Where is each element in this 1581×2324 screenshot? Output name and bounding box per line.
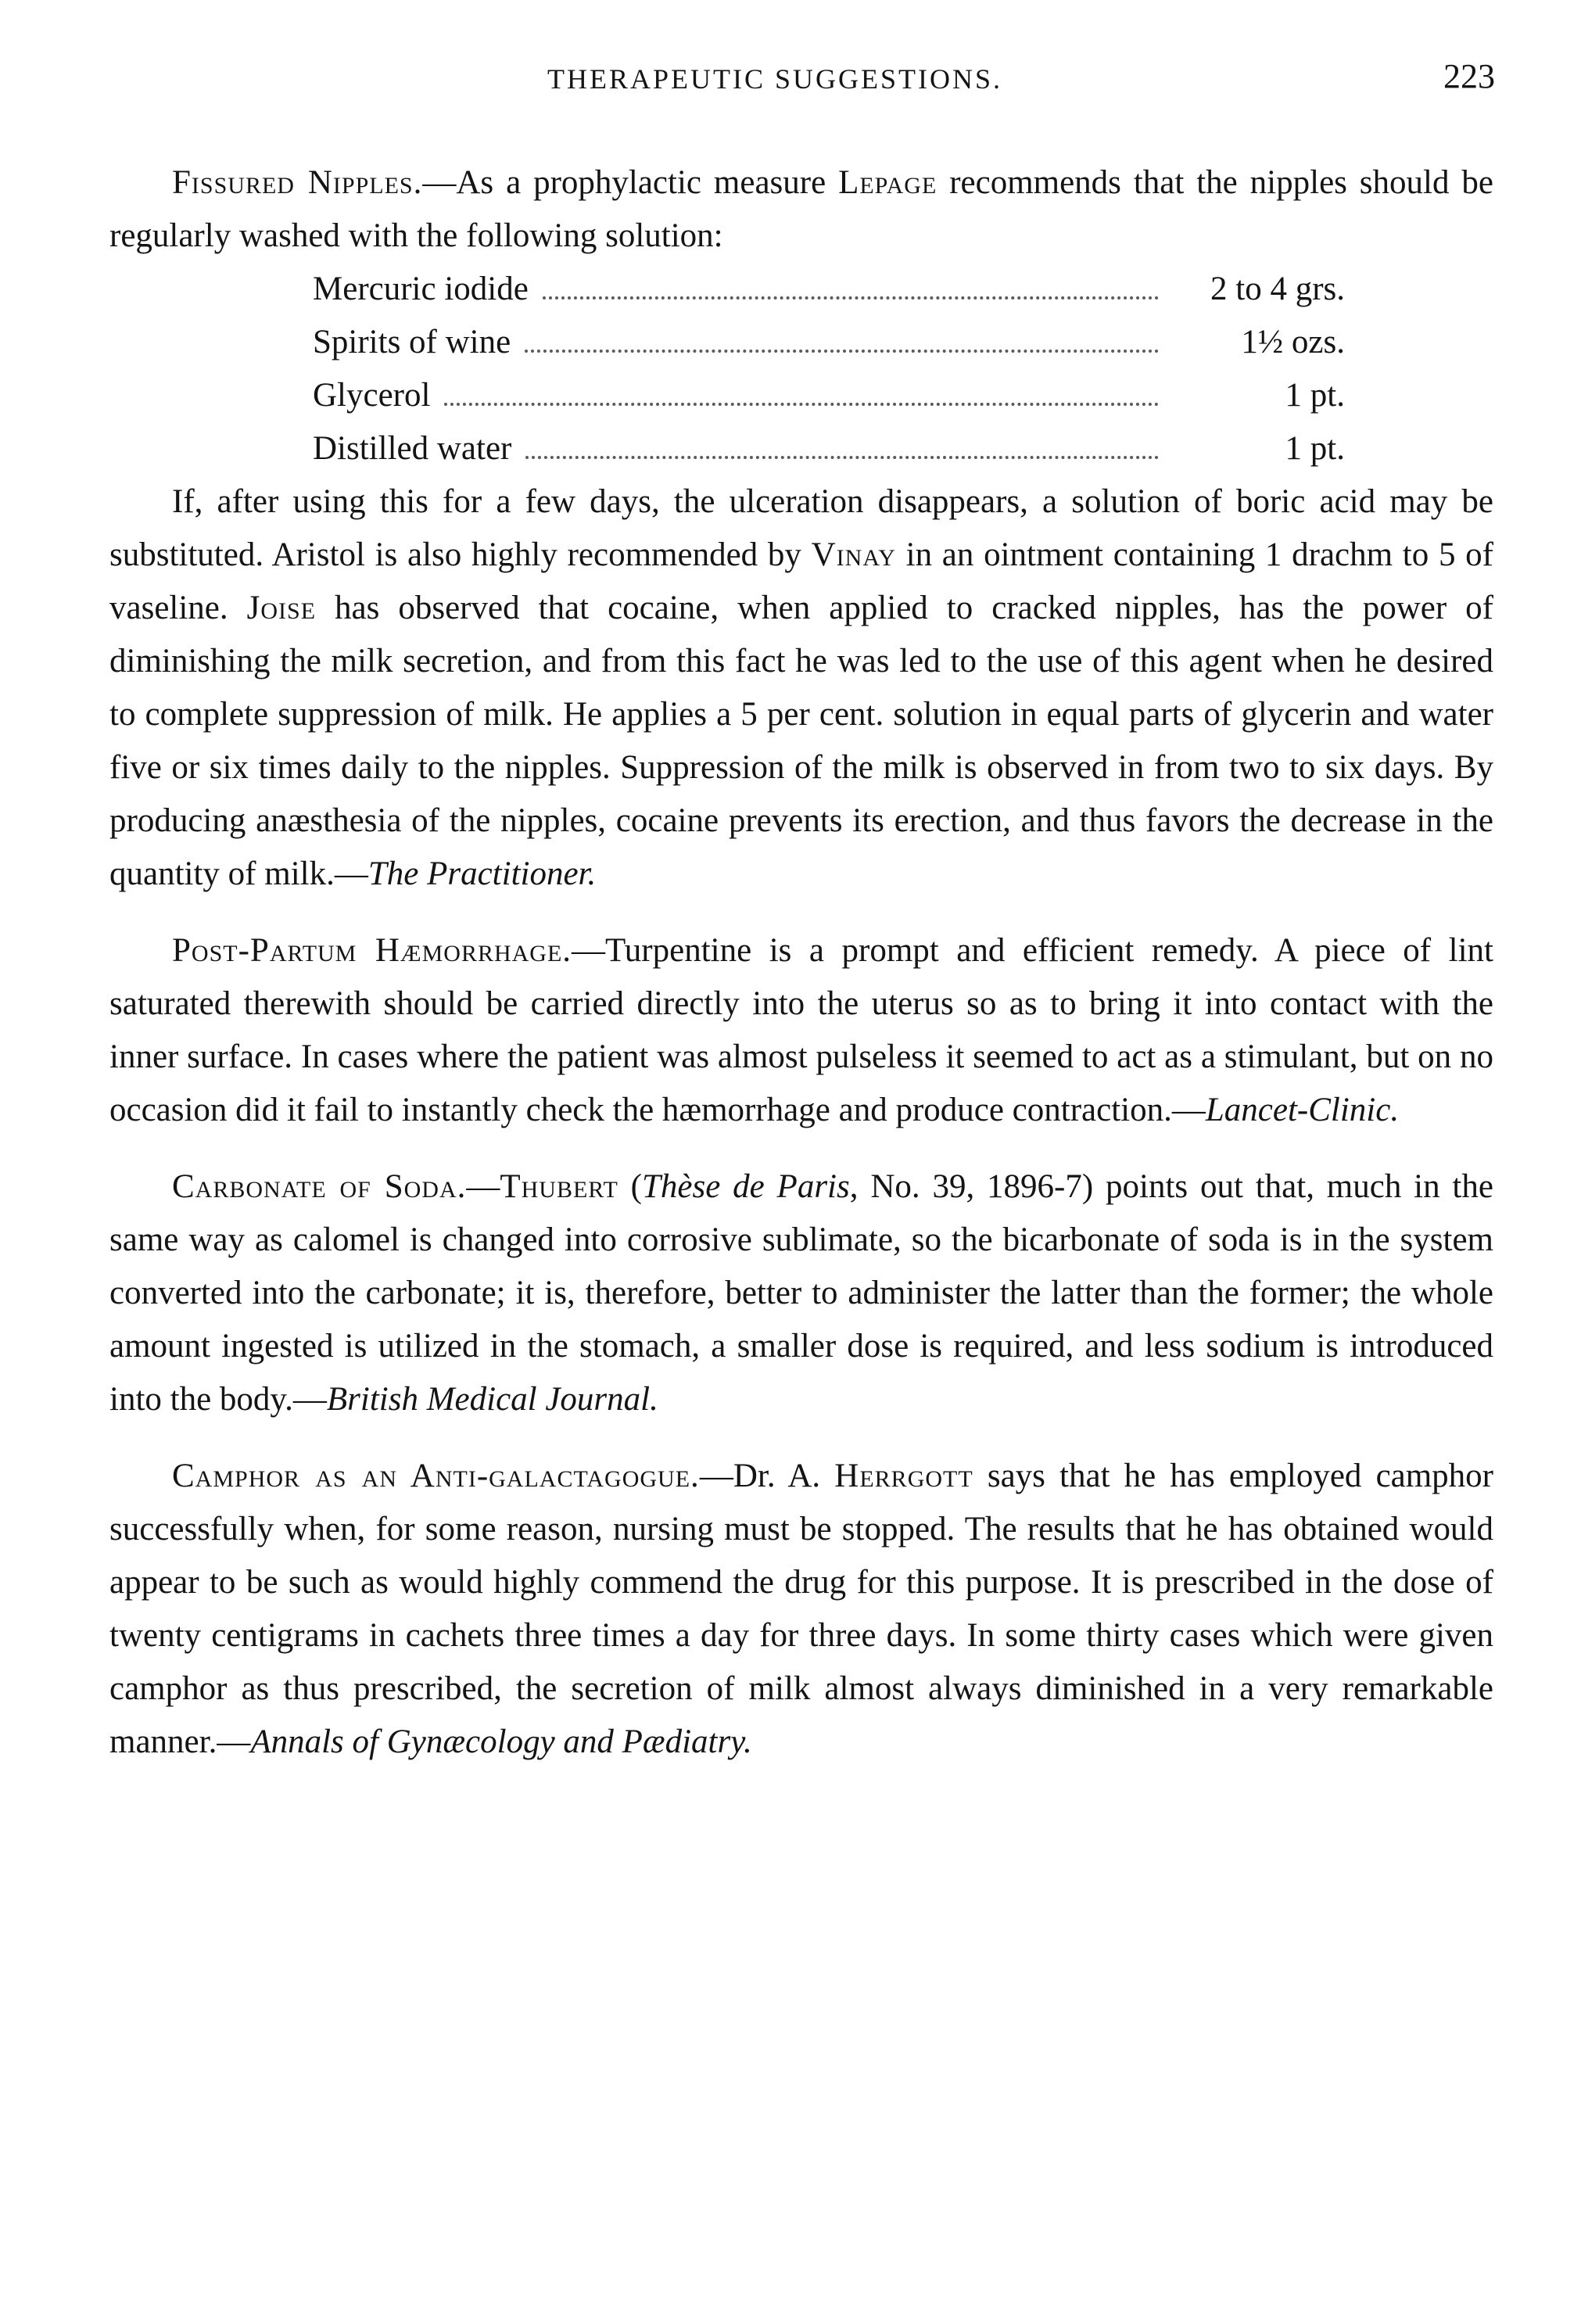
prescription-item (313, 263, 1345, 316)
section-heading-fissured-nipples: Fissured Nipples. (172, 164, 423, 201)
prescription-item (313, 316, 1345, 369)
section-heading-post-partum: Post-Partum Hæmorrhage. (172, 932, 572, 969)
paragraph-text: recommends that the nipples should be regularly washed with the following solution: (109, 164, 1493, 254)
paragraph-text: —Turpentine is a prompt and efficient remedy. A piece of lint saturated therewith should be carried directly into the uterus so as to bring it into contact with the inner surface. In cases where the patient was almost pulseless it seemed to act as a stimulant, but on no occasion did it fail to instantly check the hæmorrhage and produce contraction.— (109, 932, 1493, 1128)
author-name: Vinay (811, 536, 896, 573)
ingredient-name: Spirits of wine (313, 324, 511, 360)
source-citation: Lancet-Clinic. (1205, 1092, 1400, 1128)
prescription-item (313, 422, 1345, 475)
ingredient-name: Distilled water (313, 430, 512, 467)
dot-leader (543, 296, 1159, 299)
section-heading-camphor: Camphor as an Anti-galactagogue. (172, 1458, 700, 1494)
paragraph-text: If, after using this for a few days, the ulceration disappears, a solution of boric acid may be substituted. Aristol is also highly recommended by (109, 483, 1493, 573)
section-heading-carbonate-soda: Carbonate of Soda. (172, 1168, 467, 1205)
paragraph-text: says that he has employed camphor successfully when, for some reason, nursing must be stopped. The results that he has obtained would appear to be such as would highly commend the drug for this purpose. It is prescribed in the dose of twenty centigrams in cachets three times a day for three days. In some thirty cases which were given camphor as thus prescribed, the secretion of milk almost always diminished in a very remarkable manner.— (109, 1458, 1494, 1760)
ingredient-amount: 1 pt. (1285, 430, 1345, 467)
ingredient-amount: 2 to 4 grs. (1210, 271, 1345, 307)
citation-open: ( (618, 1168, 642, 1205)
dot-leader (444, 403, 1159, 406)
page-body (109, 156, 1493, 1769)
paragraph-fissured-nipples (109, 156, 1493, 263)
page-header (109, 56, 1495, 111)
citation-details: , No. 39, 1896-7) (849, 1168, 1094, 1205)
paragraph-post-partum-haemorrhage (109, 924, 1493, 1137)
paragraph-text: — (466, 1168, 500, 1205)
source-citation: The Practitioner. (367, 855, 597, 892)
ingredient-name: Mercuric iodide (313, 271, 529, 307)
paragraph-text: in an ointment containing 1 drachm to 5 of vaseline. (109, 536, 1494, 626)
author-name: Joise (246, 590, 317, 626)
paragraph-text: points out that, much in the same way as calomel is changed into corrosive sublimate, so the bicarbonate of soda is in the system converted into the carbonate; it is, therefore, better to administer the latter than the former; the whole amount ingested is utilized in the stomach, a smaller dose is required, and less sodium is introduced into the body.— (109, 1168, 1493, 1418)
source-citation: Annals of Gynæcology and Pædiatry. (250, 1723, 752, 1760)
source-citation: British Medical Journal. (326, 1381, 658, 1418)
paragraph-text: —As a prophylactic measure (422, 164, 839, 201)
dot-leader (525, 350, 1159, 353)
ingredient-amount: 1½ ozs. (1241, 324, 1345, 360)
author-name: Lepage (838, 164, 937, 201)
author-name: Herrgott (834, 1458, 973, 1494)
author-name: Thubert (500, 1168, 618, 1205)
ingredient-amount: 1 pt. (1285, 377, 1345, 414)
running-title: THERAPEUTIC SUGGESTIONS. (547, 63, 1003, 95)
ingredient-name: Glycerol (313, 377, 431, 414)
citation-title: Thèse de Paris (641, 1168, 850, 1205)
paragraph-fissured-nipples-continued (109, 475, 1493, 901)
prescription-item (313, 369, 1345, 422)
prescription-list (313, 263, 1345, 475)
paragraph-text: —Dr. A. (699, 1458, 835, 1494)
page-number: 223 (1443, 57, 1495, 95)
paragraph-text: has observed that cocaine, when applied to cracked nipples, has the power of diminishing the milk secretion, and from this fact he was led to the use of this agent when he desired to complete suppression of milk. He applies a 5 per cent. solution in equal parts of glycerin and water five or six times daily to the nipples. Suppression of the milk is observed in from two to six days. By producing anæsthesia of the nipples, cocaine prevents its erection, and thus favors the decrease in the quantity of milk.— (109, 590, 1493, 892)
dot-leader (525, 456, 1159, 459)
paragraph-carbonate-of-soda (109, 1160, 1493, 1426)
paragraph-camphor (109, 1450, 1493, 1769)
